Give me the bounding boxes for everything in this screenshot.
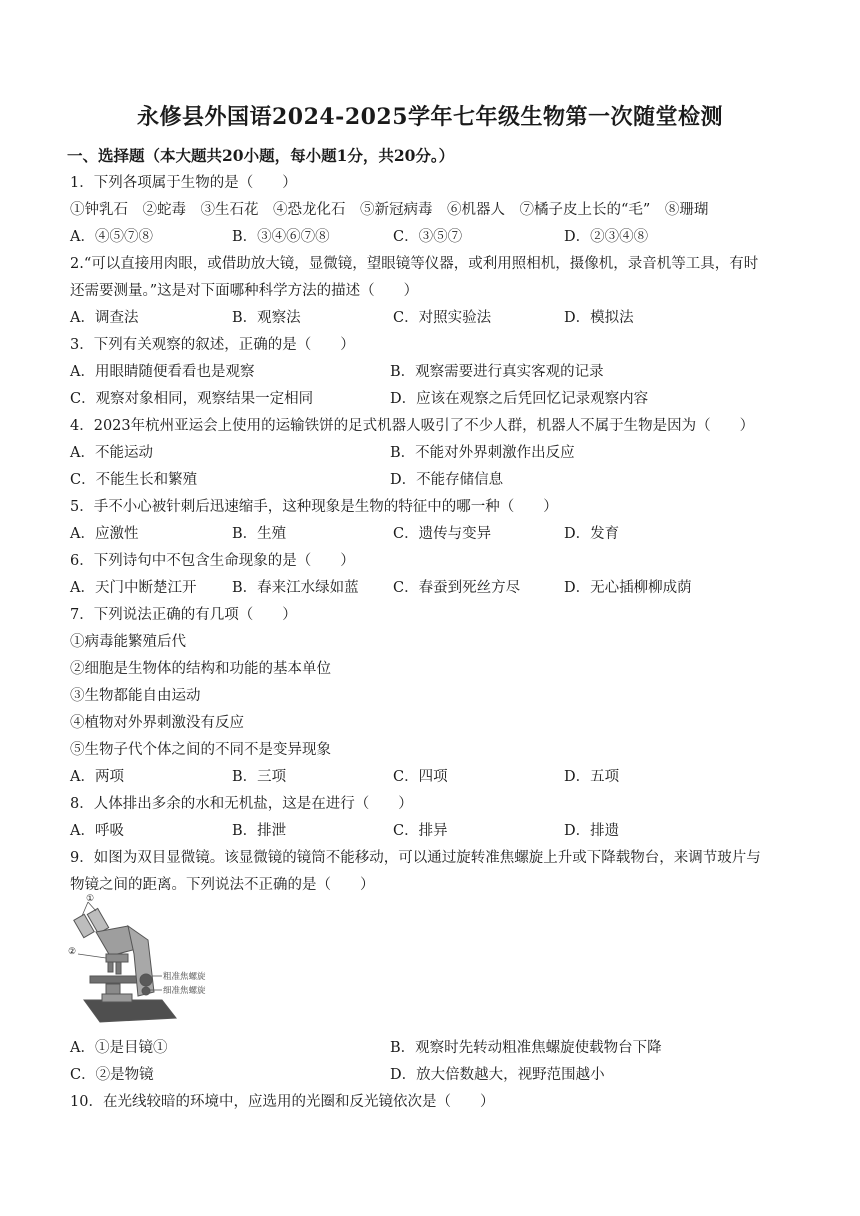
question-6-option-a[interactable]: A．天门中断楚江开 <box>70 580 197 596</box>
question-2-option-b[interactable]: B．观察法 <box>232 310 301 326</box>
question-7-option-a[interactable]: A．两项 <box>70 769 124 785</box>
question-3-option-c[interactable]: C．观察对象相同，观察结果一定相同 <box>70 391 314 407</box>
figure-label-fine-focus: 细准焦螺旋 <box>163 986 206 996</box>
question-4-option-a[interactable]: A．不能运动 <box>70 445 153 461</box>
question-5-option-b[interactable]: B．生殖 <box>232 526 287 542</box>
question-5-stem: 5．手不小心被针刺后迅速缩手，这种现象是生物的特征中的哪一种（ ） <box>70 499 558 515</box>
question-7-stem: 7．下列说法正确的有几项（ ） <box>70 607 297 623</box>
question-10-stem: 10．在光线较暗的环境中，应选用的光圈和反光镜依次是（ ） <box>70 1094 495 1110</box>
page-title: 永修县外国语2024-2025学年七年级生物第一次随堂检测 <box>136 104 724 130</box>
question-8-option-b[interactable]: B．排泄 <box>232 823 287 839</box>
question-7-option-c[interactable]: C．四项 <box>393 769 448 785</box>
question-7-statement: ②细胞是生物体的结构和功能的基本单位 <box>70 661 331 677</box>
question-2-option-a[interactable]: A．调查法 <box>70 310 139 326</box>
section-heading: 一、选择题（本大题共20小题，每小题1分，共20分。） <box>67 146 455 165</box>
question-9-option-b[interactable]: B．观察时先转动粗准焦螺旋使载物台下降 <box>390 1040 662 1056</box>
question-1-option-d[interactable]: D．②③④⑧ <box>564 229 649 245</box>
question-5-option-a[interactable]: A．应激性 <box>70 526 139 542</box>
question-4-stem: 4．2023年杭州亚运会上使用的运输铁饼的足式机器人吸引了不少人群，机器人不属于生物是因为（ ） <box>70 418 755 434</box>
question-8-option-d[interactable]: D．排遗 <box>564 823 620 839</box>
question-7-option-d[interactable]: D．五项 <box>564 769 620 785</box>
question-8-option-a[interactable]: A．呼吸 <box>70 823 124 839</box>
question-9-stem-line2: 物镜之间的距离。下列说法不正确的是（ ） <box>70 877 375 893</box>
question-9-stem-line1: 9．如图为双目显微镜。该显微镜的镜筒不能移动，可以通过旋转准焦螺旋上升或下降载物台，来调节玻片与 <box>70 850 761 866</box>
question-9-option-d[interactable]: D．放大倍数越大，视野范围越小 <box>390 1067 605 1083</box>
question-3-option-b[interactable]: B．观察需要进行真实客观的记录 <box>390 364 604 380</box>
question-1-option-b[interactable]: B．③④⑥⑦⑧ <box>232 229 330 245</box>
question-3-option-a[interactable]: A．用眼睛随便看看也是观察 <box>70 364 255 380</box>
question-3-stem: 3．下列有关观察的叙述，正确的是（ ） <box>70 337 355 353</box>
figure-label-2: ② <box>68 947 77 957</box>
question-4-option-c[interactable]: C．不能生长和繁殖 <box>70 472 198 488</box>
microscope-figure <box>66 896 216 1028</box>
question-5-option-d[interactable]: D．发育 <box>564 526 620 542</box>
question-2-stem-line2: 还需要测量。”这是对下面哪种科学方法的描述（ ） <box>70 283 419 299</box>
question-2-stem-line1: 2.“可以直接用肉眼，或借助放大镜，显微镜，望眼镜等仪器，或利用照相机，摄像机，录音机等工具，有时 <box>70 256 759 272</box>
question-8-option-c[interactable]: C．排异 <box>393 823 448 839</box>
question-7-statement: ⑤生物子代个体之间的不同不是变异现象 <box>70 742 331 758</box>
question-9-option-c[interactable]: C．②是物镜 <box>70 1067 154 1083</box>
question-1-option-a[interactable]: A．④⑤⑦⑧ <box>70 229 153 245</box>
question-7-statement: ④植物对外界刺激没有反应 <box>70 715 244 731</box>
question-2-option-d[interactable]: D．模拟法 <box>564 310 634 326</box>
figure-label-1: ① <box>86 894 95 904</box>
question-8-stem: 8．人体排出多余的水和无机盐，这是在进行（ ） <box>70 796 413 812</box>
question-1-stem: 1．下列各项属于生物的是（ ） <box>70 175 297 191</box>
question-1-option-c[interactable]: C．③⑤⑦ <box>393 229 463 245</box>
question-4-option-b[interactable]: B．不能对外界刺激作出反应 <box>390 445 575 461</box>
question-7-statement: ①病毒能繁殖后代 <box>70 634 186 650</box>
question-6-stem: 6．下列诗句中不包含生命现象的是（ ） <box>70 553 355 569</box>
figure-label-coarse-focus: 粗准焦螺旋 <box>163 972 206 982</box>
question-6-option-b[interactable]: B．春来江水绿如蓝 <box>232 580 359 596</box>
question-6-option-c[interactable]: C．春蚕到死丝方尽 <box>393 580 521 596</box>
question-7-option-b[interactable]: B．三项 <box>232 769 287 785</box>
question-2-option-c[interactable]: C．对照实验法 <box>393 310 492 326</box>
question-5-option-c[interactable]: C．遗传与变异 <box>393 526 492 542</box>
question-1-items: ①钟乳石 ②蛇毒 ③生石花 ④恐龙化石 ⑤新冠病毒 ⑥机器人 ⑦橘子皮上长的“毛” ⑧珊瑚 <box>70 202 709 218</box>
question-9-option-a[interactable]: A．①是目镜① <box>70 1040 168 1056</box>
question-3-option-d[interactable]: D．应该在观察之后凭回忆记录观察内容 <box>390 391 649 407</box>
question-7-statement: ③生物都能自由运动 <box>70 688 201 704</box>
question-6-option-d[interactable]: D．无心插柳柳成荫 <box>564 580 692 596</box>
question-4-option-d[interactable]: D．不能存储信息 <box>390 472 504 488</box>
